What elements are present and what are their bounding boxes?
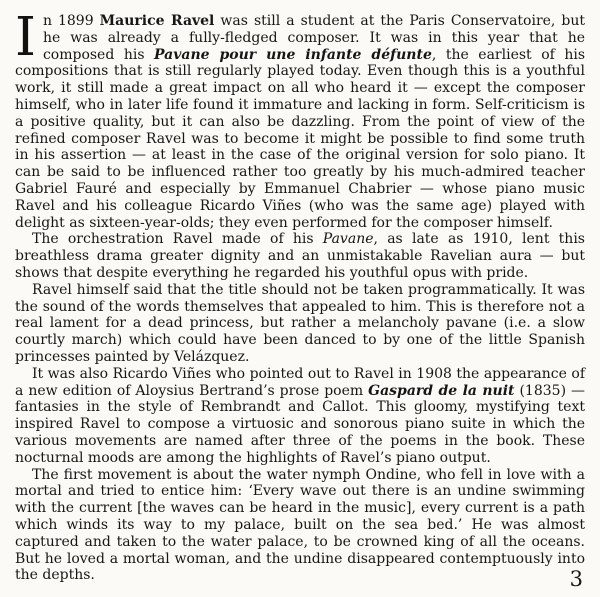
paragraph — [15, 7, 586, 231]
paragraph — [15, 282, 585, 366]
drop-cap: I — [15, 7, 36, 68]
text-run: Maurice Ravel — [99, 13, 215, 29]
text-run: n 1899 — [42, 13, 100, 29]
text-run: The first movement is about the water nymph Ondine, who fell in love with a mortal and tried to entice him: ‘Every wave out there is an undine swimming with the current [the waves can be heard in the music], every current is a path which winds its way to my palace, built on the sea bed.’ He was almost captured and taken to the water palace, to be crowned king of all the oceans. But he loved a mortal woman, and the undine disappeared contemptuously into the depths. — [15, 466, 585, 584]
text-run: , the earliest of his compositions that is still regularly played today. Even though this is a youthful work, it still made a great impact on all who heard it — except the composer himself, who in later life found it immature and lacking in form. Self-criticism is a positive quality, but it can also be dazzling. From the point of view of the refined composer Ravel was to become it might be possible to find some truth in his assertion — at least in the case of the original version for solo piano. It can be said to be influenced rather too greatly by his much-admired teacher Gabriel Fauré and especially by Emmanuel Chabrier — whose piano music Ravel and his colleague Ricardo Viñes (who was the same age) played with delight as sixteen-year-olds; they even performed for the composer himself. — [15, 46, 585, 231]
text-run: (1835) — fantasies in the style of Rembrandt and Callot. This gloomy, mystifying text inspired Ravel to compose a virtuosic and sonorous piano suite in which the various movements are named after three of the poems in the book. These nocturnal moods are among the highlights of Ravel’s piano output. — [15, 382, 585, 466]
text-run: Pavane pour une infante défunte — [154, 46, 432, 63]
text-run: , as late as 1910, lent this breathless drama greater dignity and an unmistakable Ravelian aura — but shows that despite everything he regarded his youthful opus with pride. — [15, 231, 585, 281]
paragraph — [15, 366, 585, 467]
text-run: Gaspard de la nuit — [368, 382, 515, 399]
paragraph — [15, 231, 585, 281]
text-run: was still a student at the Paris Conservatoire, but he was already a fully-fledged composer. It was in this year that he composed his — [42, 13, 586, 63]
text-run: The orchestration Ravel made of his — [32, 231, 323, 248]
text-run: Pavane — [322, 231, 374, 248]
article-body — [15, 7, 586, 584]
paragraph — [15, 467, 585, 585]
text-run: It was also Ricardo Viñes who pointed out to Ravel in 1908 the appearance of a new edition of Aloysius Bertrand’s prose poem — [15, 365, 585, 399]
text-run: Ravel himself said that the title should not be taken programmatically. It was the sound of the words themselves that appealed to him. This is therefore not a real lament for a dead princess, but rather a melancholy pavane (i.e. a slow courtly march) which could have been danced to by one of the little Spanish princesses painted by Velázquez. — [15, 281, 585, 365]
page-number: 3 — [569, 567, 583, 591]
